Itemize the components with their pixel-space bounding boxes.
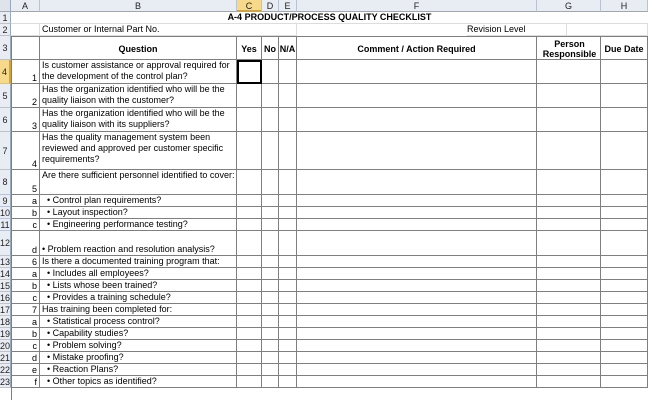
item-number: a	[11, 316, 40, 328]
item-number: c	[11, 340, 40, 352]
no-cell[interactable]	[262, 328, 279, 340]
question-cell: • Layout inspection?	[40, 207, 237, 219]
yes-cell[interactable]	[237, 280, 262, 292]
comment-cell[interactable]	[297, 328, 537, 340]
question-cell: Has training been completed for:	[40, 304, 237, 316]
comment-cell[interactable]	[297, 316, 537, 328]
item-number: d	[11, 352, 40, 364]
yes-cell[interactable]	[237, 195, 262, 207]
question-cell: • Lists whose been trained?	[40, 280, 237, 292]
person-responsible-cell[interactable]	[537, 170, 601, 195]
no-cell[interactable]	[262, 195, 279, 207]
question-cell: Has the quality management system been reviewed and approved per customer specific requirements?	[40, 132, 237, 170]
comment-cell[interactable]	[297, 108, 537, 132]
no-cell[interactable]	[262, 84, 279, 108]
na-cell[interactable]	[279, 84, 297, 108]
question-cell: • Statistical process control?	[40, 316, 237, 328]
item-number: a	[11, 195, 40, 207]
na-cell[interactable]	[279, 256, 297, 268]
due-date-cell[interactable]	[601, 376, 648, 388]
select-all-corner[interactable]	[0, 0, 11, 12]
row-header-19[interactable]: 19	[0, 329, 11, 339]
row-header-3[interactable]: 3	[0, 36, 11, 60]
comment-cell[interactable]	[297, 84, 537, 108]
row-header-6[interactable]: 6	[0, 108, 11, 132]
comment-cell[interactable]	[297, 376, 537, 388]
row-header-5[interactable]: 5	[0, 84, 11, 108]
yes-cell[interactable]	[237, 170, 262, 195]
header-num	[11, 36, 40, 60]
column-header-f[interactable]: F	[297, 0, 537, 12]
column-header-h[interactable]: H	[601, 0, 648, 12]
person-responsible-cell[interactable]	[537, 60, 601, 84]
person-responsible-cell[interactable]	[537, 195, 601, 207]
question-cell: • Engineering performance testing?	[40, 219, 237, 231]
na-cell[interactable]	[279, 280, 297, 292]
comment-cell[interactable]	[297, 170, 537, 195]
person-responsible-cell[interactable]	[537, 292, 601, 304]
person-responsible-cell[interactable]	[537, 108, 601, 132]
row-header-21[interactable]: 21	[0, 353, 11, 363]
comment-cell[interactable]	[297, 268, 537, 280]
yes-cell[interactable]	[237, 219, 262, 231]
row-header-20[interactable]: 20	[0, 341, 11, 351]
row-header-12[interactable]: 12	[0, 231, 11, 256]
comment-cell[interactable]	[297, 256, 537, 268]
row-header-16[interactable]: 16	[0, 293, 11, 303]
yes-cell[interactable]	[237, 84, 262, 108]
question-cell: • Provides a training schedule?	[40, 292, 237, 304]
question-cell: • Reaction Plans?	[40, 364, 237, 376]
na-cell[interactable]	[279, 352, 297, 364]
na-cell[interactable]	[279, 328, 297, 340]
person-responsible-cell[interactable]	[537, 316, 601, 328]
header-comment: Comment / Action Required	[297, 36, 537, 60]
row-header-7[interactable]: 7	[0, 132, 11, 170]
due-date-cell[interactable]	[601, 84, 648, 108]
comment-cell[interactable]	[297, 304, 537, 316]
row2-filler-right	[567, 24, 648, 36]
yes-cell[interactable]	[237, 316, 262, 328]
due-date-cell[interactable]	[601, 108, 648, 132]
column-header-d[interactable]: D	[262, 0, 279, 12]
no-cell[interactable]	[262, 364, 279, 376]
row-header-15[interactable]: 15	[0, 281, 11, 291]
yes-cell[interactable]	[237, 328, 262, 340]
na-cell[interactable]	[279, 376, 297, 388]
na-cell[interactable]	[279, 316, 297, 328]
due-date-cell[interactable]	[601, 231, 648, 256]
row-header-11[interactable]: 11	[0, 220, 10, 230]
person-responsible-cell[interactable]	[537, 328, 601, 340]
row-header-14[interactable]: 14	[0, 269, 11, 279]
item-number: 1	[11, 60, 40, 84]
question-cell: • Problem reaction and resolution analysis?	[40, 231, 237, 256]
na-cell[interactable]	[279, 219, 297, 231]
yes-cell[interactable]	[237, 132, 262, 170]
na-cell[interactable]	[279, 60, 297, 84]
item-number: b	[11, 280, 40, 292]
row-header-23[interactable]: 23	[0, 377, 11, 387]
na-cell[interactable]	[279, 268, 297, 280]
yes-cell[interactable]	[237, 364, 262, 376]
row-header-10[interactable]: 10	[0, 208, 11, 218]
item-number: c	[11, 292, 40, 304]
yes-cell[interactable]	[237, 231, 262, 256]
due-date-cell[interactable]	[601, 195, 648, 207]
person-responsible-cell[interactable]	[537, 84, 601, 108]
item-number: 3	[11, 108, 40, 132]
no-cell[interactable]	[262, 207, 279, 219]
question-cell: • Control plan requirements?	[40, 195, 237, 207]
row-header-22[interactable]: 22	[0, 365, 11, 375]
due-date-cell[interactable]	[601, 352, 648, 364]
header-due-date: Due Date	[601, 36, 648, 60]
due-date-cell[interactable]	[601, 316, 648, 328]
yes-cell[interactable]	[237, 340, 262, 352]
customer-part-label: Customer or Internal Part No.	[40, 24, 297, 36]
na-cell[interactable]	[279, 231, 297, 256]
person-responsible-cell[interactable]	[537, 268, 601, 280]
person-responsible-cell[interactable]	[537, 219, 601, 231]
question-cell: Has the organization identified who will be the quality liaison with the customer?	[40, 84, 237, 108]
yes-cell[interactable]	[237, 376, 262, 388]
question-cell: • Includes all employees?	[40, 268, 237, 280]
na-cell[interactable]	[279, 292, 297, 304]
na-cell[interactable]	[279, 132, 297, 170]
row-header-1[interactable]: 1	[0, 12, 11, 24]
column-header-c[interactable]: C	[237, 0, 262, 12]
person-responsible-cell[interactable]	[537, 132, 601, 170]
no-cell[interactable]	[262, 376, 279, 388]
row2-filler	[11, 24, 40, 36]
due-date-cell[interactable]	[601, 60, 648, 84]
item-number: a	[11, 268, 40, 280]
na-cell[interactable]	[279, 108, 297, 132]
comment-cell[interactable]	[297, 292, 537, 304]
person-responsible-cell[interactable]	[537, 376, 601, 388]
yes-cell[interactable]	[237, 256, 262, 268]
no-cell[interactable]	[262, 292, 279, 304]
person-responsible-cell[interactable]	[537, 364, 601, 376]
due-date-cell[interactable]	[601, 340, 648, 352]
item-number: 4	[11, 132, 40, 170]
no-cell[interactable]	[262, 352, 279, 364]
comment-cell[interactable]	[297, 231, 537, 256]
no-cell[interactable]	[262, 340, 279, 352]
column-header-g[interactable]: G	[537, 0, 601, 12]
question-cell: Is customer assistance or approval required for the development of the control plan?	[40, 60, 237, 84]
revision-level-label: Revision Level	[467, 24, 567, 36]
sheet-title: A-4 PRODUCT/PROCESS QUALITY CHECKLIST	[11, 12, 648, 24]
table-left-border	[11, 36, 12, 400]
comment-cell[interactable]	[297, 352, 537, 364]
no-cell[interactable]	[262, 256, 279, 268]
person-responsible-cell[interactable]	[537, 304, 601, 316]
person-responsible-cell[interactable]	[537, 256, 601, 268]
item-number: d	[11, 231, 40, 256]
item-number: 5	[11, 170, 40, 195]
column-header-b[interactable]: B	[40, 0, 237, 12]
no-cell[interactable]	[262, 170, 279, 195]
yes-cell[interactable]	[237, 352, 262, 364]
row-header-4[interactable]: 4	[0, 60, 11, 84]
item-number: e	[11, 364, 40, 376]
person-responsible-cell[interactable]	[537, 280, 601, 292]
due-date-cell[interactable]	[601, 219, 648, 231]
yes-cell[interactable]	[237, 304, 262, 316]
row-header-17[interactable]: 17	[0, 305, 11, 315]
comment-cell[interactable]	[297, 60, 537, 84]
no-cell[interactable]	[262, 60, 279, 84]
question-cell: Is there a documented training program that:	[40, 256, 237, 268]
item-number: b	[11, 207, 40, 219]
comment-cell[interactable]	[297, 207, 537, 219]
question-cell: • Other topics as identified?	[40, 376, 237, 388]
yes-cell[interactable]	[237, 292, 262, 304]
row-header-18[interactable]: 18	[0, 317, 11, 327]
no-cell[interactable]	[262, 108, 279, 132]
na-cell[interactable]	[279, 364, 297, 376]
na-cell[interactable]	[279, 340, 297, 352]
row-header-8[interactable]: 8	[0, 170, 11, 195]
due-date-cell[interactable]	[601, 304, 648, 316]
header-person-responsible: Person Responsible	[537, 36, 601, 60]
comment-cell[interactable]	[297, 364, 537, 376]
no-cell[interactable]	[262, 268, 279, 280]
header-question: Question	[40, 36, 237, 60]
item-number: 2	[11, 84, 40, 108]
no-cell[interactable]	[262, 304, 279, 316]
due-date-cell[interactable]	[601, 207, 648, 219]
column-header-e[interactable]: E	[279, 0, 297, 12]
due-date-cell[interactable]	[601, 256, 648, 268]
due-date-cell[interactable]	[601, 328, 648, 340]
header-no: No	[262, 36, 279, 60]
person-responsible-cell[interactable]	[537, 352, 601, 364]
na-cell[interactable]	[279, 207, 297, 219]
item-number: f	[11, 376, 40, 388]
due-date-cell[interactable]	[601, 280, 648, 292]
comment-cell[interactable]	[297, 280, 537, 292]
row-header-13[interactable]: 13	[0, 257, 11, 267]
no-cell[interactable]	[262, 132, 279, 170]
item-number: 6	[11, 256, 40, 268]
yes-cell[interactable]	[237, 108, 262, 132]
question-cell: • Capability studies?	[40, 328, 237, 340]
question-cell: Has the organization identified who will be the quality liaison with its suppliers?	[40, 108, 237, 132]
no-cell[interactable]	[262, 219, 279, 231]
question-cell: Are there sufficient personnel identified to cover:	[40, 170, 237, 195]
person-responsible-cell[interactable]	[537, 231, 601, 256]
header-yes: Yes	[237, 36, 262, 60]
due-date-cell[interactable]	[601, 268, 648, 280]
na-cell[interactable]	[279, 170, 297, 195]
due-date-cell[interactable]	[601, 132, 648, 170]
no-cell[interactable]	[262, 231, 279, 256]
yes-cell[interactable]	[237, 207, 262, 219]
item-number: c	[11, 219, 40, 231]
na-cell[interactable]	[279, 195, 297, 207]
comment-cell[interactable]	[297, 132, 537, 170]
yes-cell[interactable]	[237, 60, 262, 84]
row-header-9[interactable]: 9	[0, 195, 11, 207]
due-date-cell[interactable]	[601, 170, 648, 195]
header-na: N/A	[279, 36, 297, 60]
person-responsible-cell[interactable]	[537, 207, 601, 219]
item-number: b	[11, 328, 40, 340]
comment-cell[interactable]	[297, 340, 537, 352]
yes-cell[interactable]	[237, 268, 262, 280]
due-date-cell[interactable]	[601, 292, 648, 304]
comment-cell[interactable]	[297, 195, 537, 207]
question-cell: • Problem solving?	[40, 340, 237, 352]
comment-cell[interactable]	[297, 219, 537, 231]
row-header-2[interactable]: 2	[0, 24, 11, 36]
due-date-cell[interactable]	[601, 364, 648, 376]
item-number: 7	[11, 304, 40, 316]
na-cell[interactable]	[279, 304, 297, 316]
question-cell: • Mistake proofing?	[40, 352, 237, 364]
no-cell[interactable]	[262, 280, 279, 292]
person-responsible-cell[interactable]	[537, 340, 601, 352]
column-header-a[interactable]: A	[11, 0, 40, 12]
no-cell[interactable]	[262, 316, 279, 328]
